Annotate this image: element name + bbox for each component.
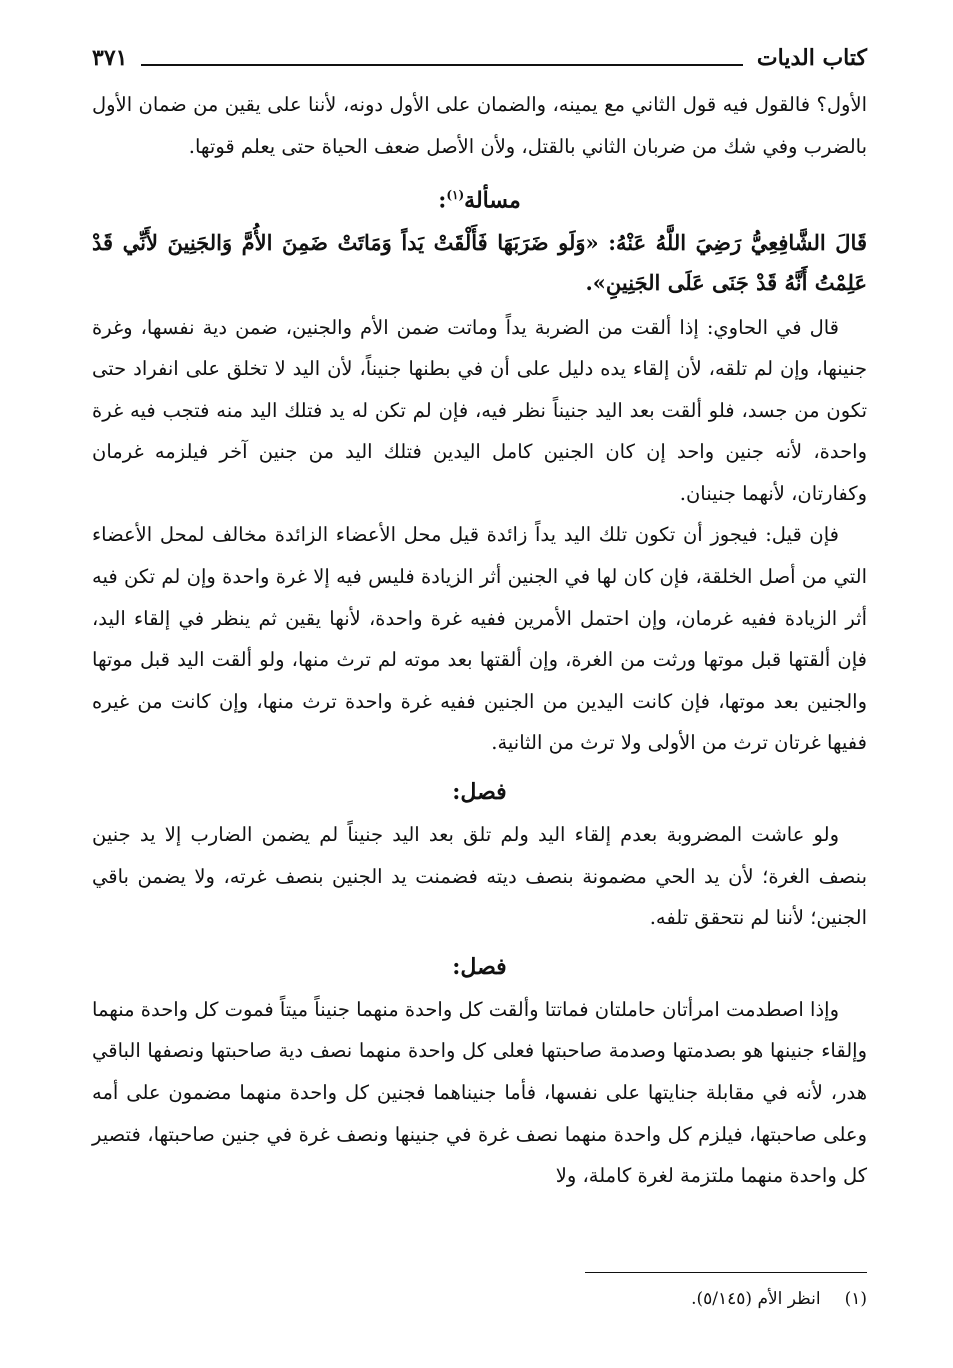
footnote-number: (١) [844, 1289, 867, 1309]
masala-title-colon: : [438, 187, 447, 214]
shafii-quote: قَالَ الشَّافِعِيُّ رَضِيَ اللَّهُ عَنْهُ: «وَلَو ضَرَبَهَا فَأَلْقَتْ يَداً وَمَاتَتْ ضَمِنَ الأُمَّ وَالجَنِينَ لأَنِّي قَدْ عَلِمْتُ أَنَّهُ قَدْ جَنَى عَلَى الجَنِينِ». [92, 229, 867, 295]
masala-paragraph-1: قال في الحاوي: إذا ألقت من الضربة يداً وماتت ضمن الأم والجنين، ضمن دية نفسها، وغرة جنينها، وإن لم تلقه، لأن إلقاء يده دليل على أن في بطنها جنيناً، لأن اليد لا تخلق على انفراد حتى تكون من جسد، فلو ألقت بعد اليد جنيناً نظر فيه، فإن لم تكن له يد فتلك اليد منه فتجب فيه غرة واحدة، لأنه جنين واحد إن كان الجنين كامل اليدين فتلك اليد من جنين آخر فيلزمه غرمان وكفارتان، لأنهما جنينان. [92, 315, 867, 505]
fasl-paragraph-1: ولو عاشت المضروبة بعدم إلقاء اليد ولم تلق بعد اليد جنيناً لم يضمن الضارب إلا يد جنين بنصف الغرة؛ لأن يد الحي مضمونة بنصف ديته فضمنت يد الجنين بنصف غرته، ولا يضمن باقي الجنين؛ لأننا لم نتحقق تلفه. [92, 823, 867, 930]
fasl-heading-2: فصل: [452, 953, 507, 980]
footnote-1 [92, 1289, 867, 1309]
page-body [92, 84, 867, 1197]
masala-paragraph-2: فإن قيل: فيجوز أن تكون تلك اليد يداً زائدة قيل محل الأعضاء الزائدة مخالف لمحل الأعضاء التي من أصل الخلقة، فإن كان لها في الجنين أثر الزيادة فليس فيه إلا غرة واحدة وإن لم تكن فيه أثر الزيادة ففيه غرمان، وإن احتمل الأمرين ففيه غرة واحدة، لأنها يقين ثم ينظر في إلقاء اليد، فإن ألقتها قبل موتها ورثت من الغرة، وإن ألقتها بعد موته لم ترث منها، ولو ألقت اليد قبل موتها والجنين بعد موتها، فإن كانت اليدين من الجنين ففيه غرة واحدة ترث منها، وإن كانت من غيره ففيها غرتان ترث من الأولى ولا ترث من الثانية. [92, 523, 867, 755]
header-rule [141, 64, 742, 66]
fasl-heading-1: فصل: [452, 779, 507, 806]
fasl-paragraph-2: وإذا اصطدمت امرأتان حاملتان فماتتا وألقت كل واحدة منهما جنيناً ميتاً فموت كل واحدة منهما وإلقاء جنينها هو بصدمتها وصدمة صاحبتها فعلى كل واحدة منهما نصف دية صاحبتها ونصفها الباقي هدر، لأنه في مقابلة جنايتها على نفسها، فأما جنيناهما فجنين كل واحدة منهما مضمون على أمه وعلى صاحبتها، فيلزم كل واحدة منهما نصف غرة في جنينها ونصف غرة في جنين صاحبتها، فتصير كل واحدة منهما ملتزمة لغرة كاملة، ولا [92, 997, 867, 1188]
masala-heading [92, 175, 867, 220]
footnote-text: انظر الأم (٥/١٤٥). [691, 1289, 821, 1309]
footnote-rule [585, 1272, 867, 1273]
intro-paragraph: الأول؟ فالقول فيه قول الثاني مع يمينه، والضمان على الأول دونه، لأننا على يقين من ضمان الأول بالضرب وفي شك من ضربان الثاني بالقتل، ولأن الأصل ضعف الحياة حتى يعلم قوتها. [92, 93, 867, 158]
page-header [92, 38, 867, 78]
masala-title: مسألة [464, 187, 521, 214]
page-number: ٣٧١ [92, 45, 128, 71]
footnote-ref: (١) [446, 188, 465, 203]
book-title: كتاب الديات [756, 45, 867, 71]
footnotes [92, 1272, 867, 1309]
